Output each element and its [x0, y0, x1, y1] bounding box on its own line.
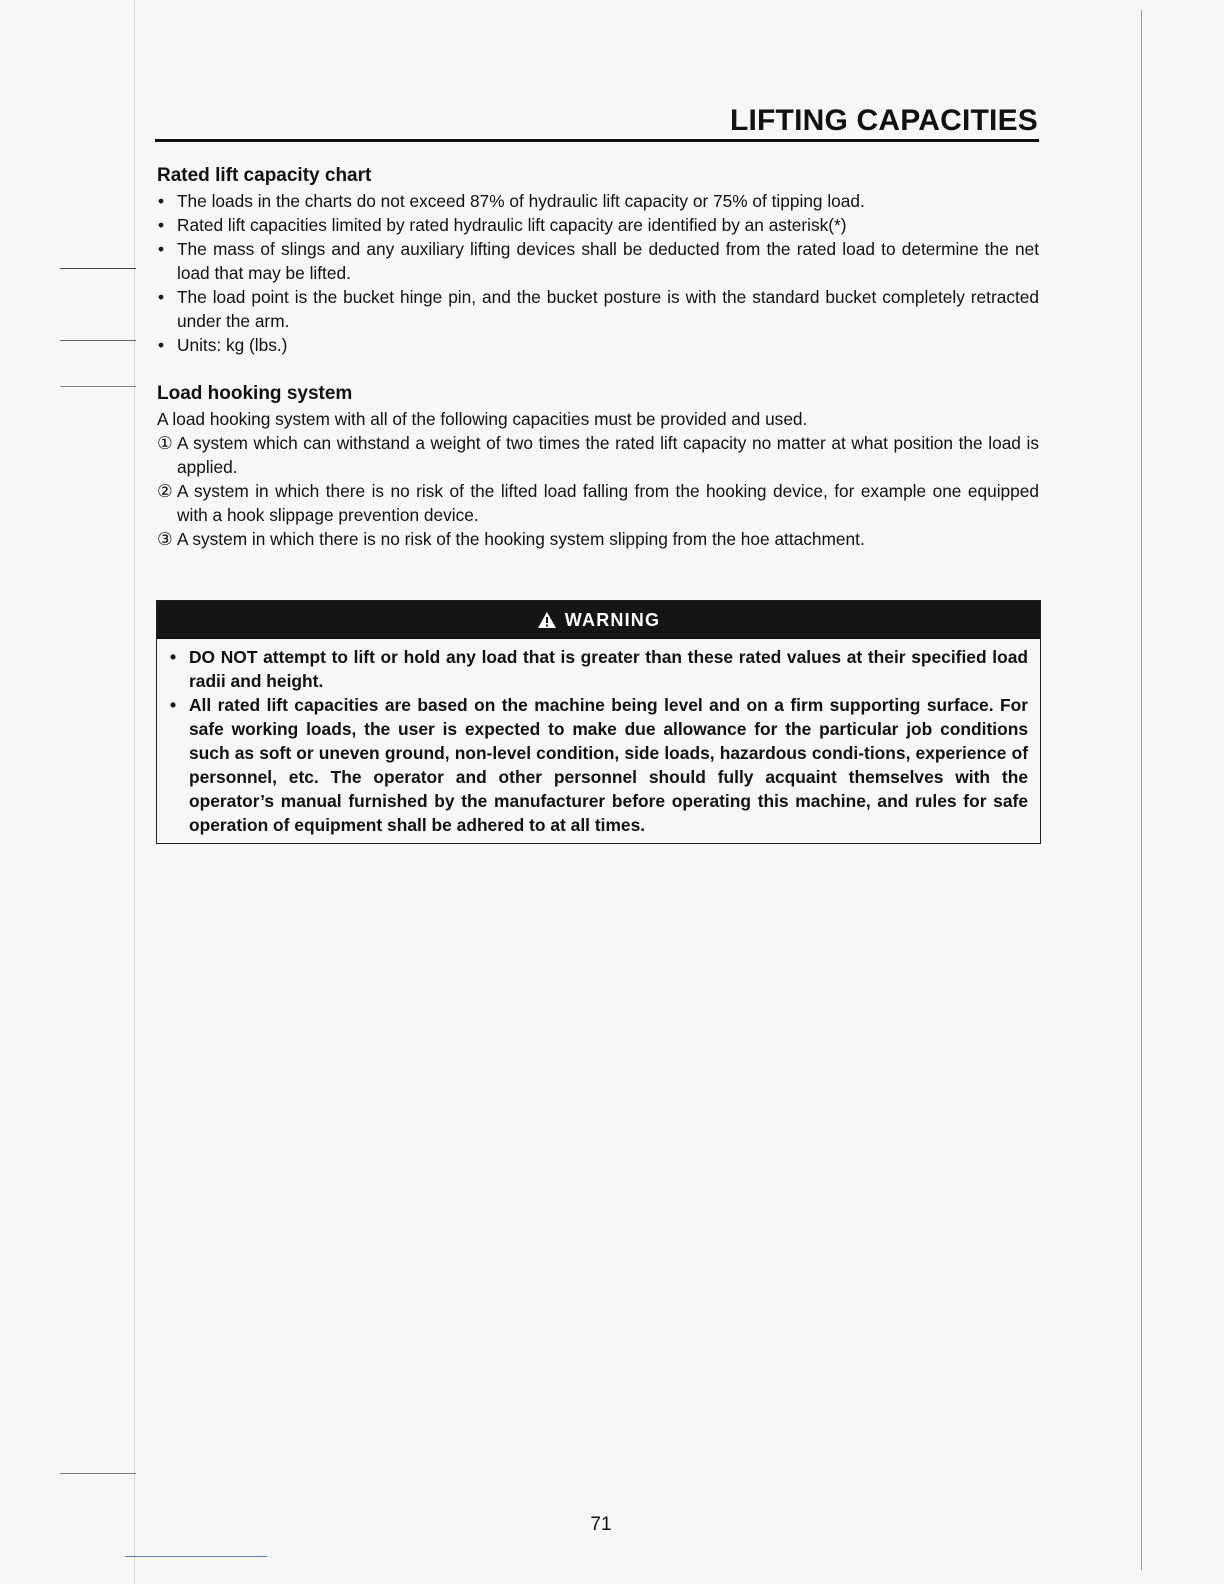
- list-item: • The loads in the charts do not exceed 87% of hydraulic lift capacity or 75% of tipping load.: [158, 191, 865, 211]
- warning-header: [157, 601, 1040, 639]
- list-item: • Units: kg (lbs.): [158, 335, 288, 355]
- scan-margin-mark: [60, 340, 136, 341]
- scan-margin-mark: [60, 386, 136, 387]
- main-content: [157, 163, 1039, 551]
- list-item: ② A system in which there is no risk of the lifted load falling from the hooking device, for example one equipped with a hook slippage prevention device.: [157, 481, 1039, 525]
- circled-number: ①: [157, 433, 173, 453]
- header-rule: [155, 139, 1039, 142]
- list-item: ① A system which can withstand a weight of two times the rated lift capacity no matter at what position the load is applied.: [157, 433, 1039, 477]
- list-item: • The mass of slings and any auxiliary lifting devices shall be deducted from the rated load to determine the net load that may be lifted.: [158, 239, 1039, 283]
- rated-lift-list: [157, 189, 1039, 357]
- list-item: ③ A system in which there is no risk of the hooking system slipping from the hoe attachment.: [157, 529, 865, 549]
- page-title: LIFTING CAPACITIES: [729, 104, 1038, 137]
- list-item: • All rated lift capacities are based on the machine being level and on a firm supporting surface. For safe working loads, the user is expected to make due allowance for the particular job conditions such as soft or uneven ground, non-level condition, side loads, hazardous condi-tions, experience of personnel, etc. The operator and other personnel should fully acquaint themselves with the operator’s manual furnished by the manufacturer before operating this machine, and rules for safe operation of equipment shall be adhered to at all times.: [170, 695, 1028, 835]
- bullet-icon: •: [158, 335, 165, 355]
- bullet-icon: •: [158, 239, 165, 259]
- list-item: • Rated lift capacities limited by rated hydraulic lift capacity are identified by an asterisk(*): [158, 215, 847, 235]
- scan-edge-line-right: [1141, 10, 1142, 1570]
- load-hooking-list: [157, 431, 1039, 551]
- circled-number: ②: [157, 481, 173, 501]
- warning-triangle-icon: [537, 611, 557, 629]
- bullet-icon: •: [158, 215, 165, 235]
- warning-list: [157, 639, 1040, 837]
- scan-margin-mark: [60, 268, 136, 269]
- warning-title: WARNING: [564, 609, 661, 630]
- warning-box: [156, 600, 1041, 844]
- bullet-icon: •: [158, 191, 165, 211]
- bullet-icon: •: [170, 695, 177, 715]
- circled-number: ③: [157, 529, 173, 549]
- scan-margin-mark: [60, 1473, 136, 1474]
- rated-lift-heading: Rated lift capacity chart: [157, 165, 372, 186]
- page-number: 71: [590, 1514, 612, 1535]
- scan-bottom-mark: [125, 1556, 267, 1557]
- list-item: • The load point is the bucket hinge pin, and the bucket posture is with the standard bucket completely retracted under the arm.: [158, 287, 1039, 331]
- load-hooking-heading: Load hooking system: [157, 383, 353, 404]
- scan-edge-line-left: [134, 0, 135, 1584]
- bullet-icon: •: [170, 647, 177, 667]
- load-hooking-intro: A load hooking system with all of the following capacities must be provided and used.: [157, 409, 808, 429]
- list-item: • DO NOT attempt to lift or hold any load that is greater than these rated values at their specified load radii and height.: [170, 647, 1028, 691]
- bullet-icon: •: [158, 287, 165, 307]
